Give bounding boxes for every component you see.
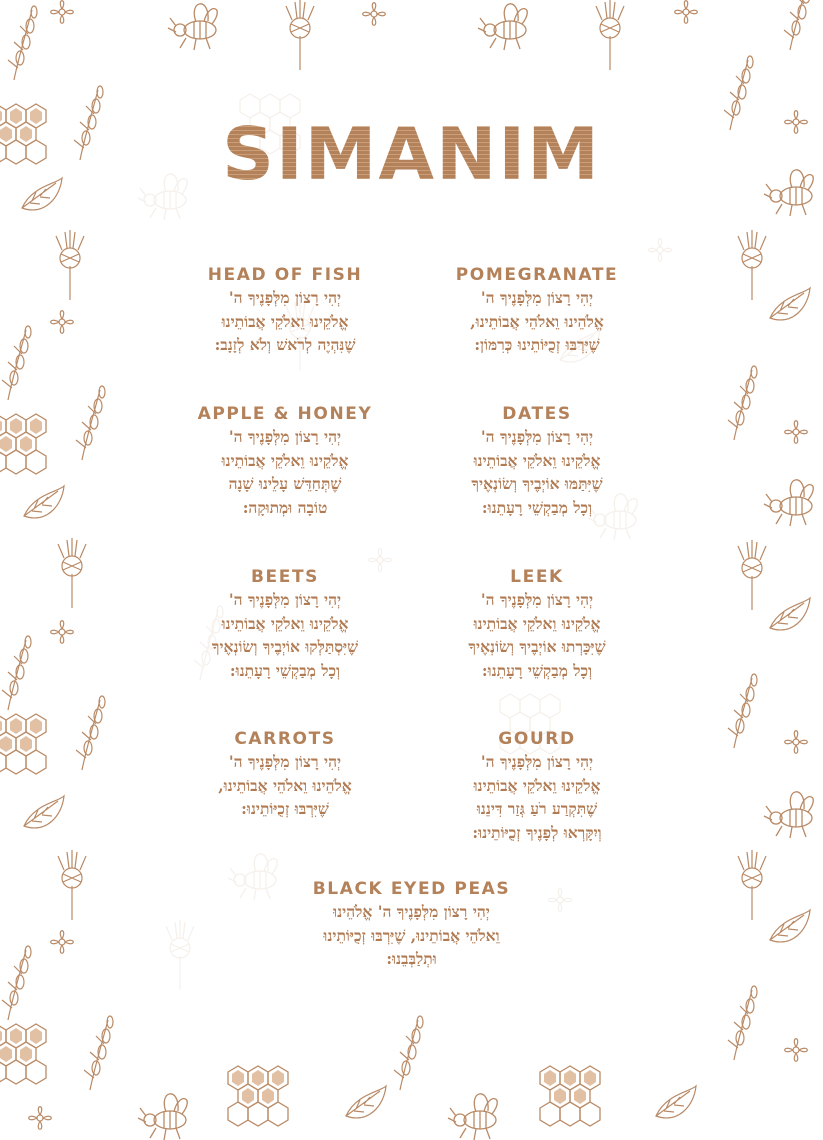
blessing-line: אֱלֹקֵינוּ וֵאלֹקֵי אֲבוֹתֵינוּ <box>473 613 601 633</box>
blessing-line: יְהִי רָצוֹן מִלְּפָנֶיךָ ה' <box>228 427 342 446</box>
siman-blessing <box>246 900 577 971</box>
siman-carrots <box>160 728 410 821</box>
blessing-line: וְכָל מְבַקְשֵׁי רָעָתֵנוּ: <box>229 660 341 680</box>
blessing-line: יְהִי רָצוֹן מִלְּפָנֶיךָ ה' <box>228 288 342 307</box>
blessing-line: יְהִי רָצוֹן מִלְּפָנֶיךָ ה' <box>480 590 594 609</box>
blessing-line: שֶׁיִּסְתַּלְּקוּ אוֹיְבֶיךָ וְשׂוֹנְאֶיךָ <box>211 637 359 656</box>
siman-gourd <box>412 728 662 844</box>
blessing-line: שֶׁנִּהְיֶה לְרֹאשׁ וְלֹא לְזָנָב: <box>214 335 356 354</box>
blessing-line: אֱלֹקֵינוּ וֵאלֹקֵי אֲבוֹתֵינוּ <box>221 613 349 633</box>
blessing-line: יְהִי רָצוֹן מִלְּפָנֶיךָ ה' <box>228 590 342 609</box>
blessing-line: וְכָל מְבַקְשֵׁי רָעָתֵנוּ: <box>481 660 593 680</box>
siman-blessing <box>412 750 662 844</box>
blessing-line: יְהִי רָצוֹן מִלְּפָנֶיךָ ה' <box>480 752 594 771</box>
blessing-line: שֶׁתִּקְרַע רֹעַ גְּזַר דִּינֵנוּ <box>476 799 598 818</box>
blessing-line: וְיִקָּרְאוּ לְפָנֶיךָ זְכֻיּוֹתֵינוּ: <box>472 822 602 842</box>
blessing-line: שֶׁיִּרְבּוּ זְכֻיּוֹתֵינוּ כְּרִמּוֹן: <box>474 335 600 354</box>
blessing-line: יְהִי רָצוֹן מִלְּפָנֶיךָ ה' אֱלֹהֵינוּ <box>333 902 490 921</box>
siman-pomegranate <box>412 264 662 357</box>
blessing-line: וּתְלַבְּבֵנוּ: <box>386 949 437 968</box>
siman-blessing <box>412 588 662 682</box>
blessing-line: אֱלֹהֵינוּ וֵאלֹהֵי אֲבוֹתֵינוּ, <box>470 311 604 331</box>
blessing-line: שֶׁתְּחַדֵּשׁ עָלֵינוּ שָׁנָה <box>228 474 342 493</box>
blessing-line: שֶׁיִּכָּרְתוּ אוֹיְבֶיךָ וְשׂוֹנְאֶיךָ <box>468 637 606 656</box>
siman-leek <box>412 566 662 682</box>
siman-head-of-fish <box>160 264 410 357</box>
blessing-line: טוֹבָה וּמְתוּקָה: <box>242 497 328 517</box>
blessing-line: אֱלֹקֵינוּ וֵאלֹקֵי אֲבוֹתֵינוּ <box>221 450 349 470</box>
blessing-line: אֱלֹקֵינוּ וֵאלֹקֵי אֲבוֹתֵינוּ <box>221 311 349 331</box>
siman-title: BEETS <box>250 567 320 587</box>
siman-blessing <box>160 425 410 519</box>
siman-title: BLACK EYED PEAS <box>312 879 511 899</box>
blessing-line: שֶׁיִּתַּמּוּ אוֹיְבֶיךָ וְשׂוֹנְאֶיךָ <box>471 474 603 493</box>
blessing-line: יְהִי רָצוֹן מִלְּפָנֶיךָ ה' <box>480 288 594 307</box>
siman-title: HEAD OF FISH <box>207 265 363 285</box>
siman-blessing <box>412 286 662 357</box>
blessing-line: וֵאלֹהֵי אֲבוֹתֵינוּ, שֶׁיִּרְבּוּ זְכֻיּוֹתֵינוּ <box>323 925 500 945</box>
page-title-text: SIMANIM <box>222 112 601 196</box>
blessing-line: אֱלֹקֵינוּ וֵאלֹקֵי אֲבוֹתֵינוּ <box>473 775 601 795</box>
siman-blessing <box>160 750 410 821</box>
siman-title: DATES <box>502 404 572 424</box>
siman-beets <box>160 566 410 682</box>
siman-title: LEEK <box>510 567 564 587</box>
blessing-line: יְהִי רָצוֹן מִלְּפָנֶיךָ ה' <box>228 752 342 771</box>
siman-title: POMEGRANATE <box>455 265 619 285</box>
siman-blessing <box>160 588 410 682</box>
siman-title: GOURD <box>498 729 576 749</box>
siman-blessing <box>412 425 662 519</box>
siman-blessing <box>160 286 410 357</box>
siman-title: CARROTS <box>234 729 336 749</box>
blessing-line: אֱלֹקֵינוּ וֵאלֹקֵי אֲבוֹתֵינוּ <box>473 450 601 470</box>
blessing-line: שֶׁיִּרְבּוּ זְכֻיּוֹתֵינוּ: <box>241 799 329 818</box>
blessing-line: יְהִי רָצוֹן מִלְּפָנֶיךָ ה' <box>480 427 594 446</box>
siman-black-eyed-peas <box>246 878 577 971</box>
blessing-line: אֱלֹהֵינוּ וֵאלֹהֵי אֲבוֹתֵינוּ, <box>218 775 352 795</box>
siman-dates <box>412 403 662 519</box>
blessing-line: וְכָל מְבַקְשֵׁי רָעָתֵנוּ: <box>481 497 593 517</box>
page-title <box>0 112 823 196</box>
siman-apple-and-honey <box>160 403 410 519</box>
siman-title: APPLE & HONEY <box>197 404 373 424</box>
